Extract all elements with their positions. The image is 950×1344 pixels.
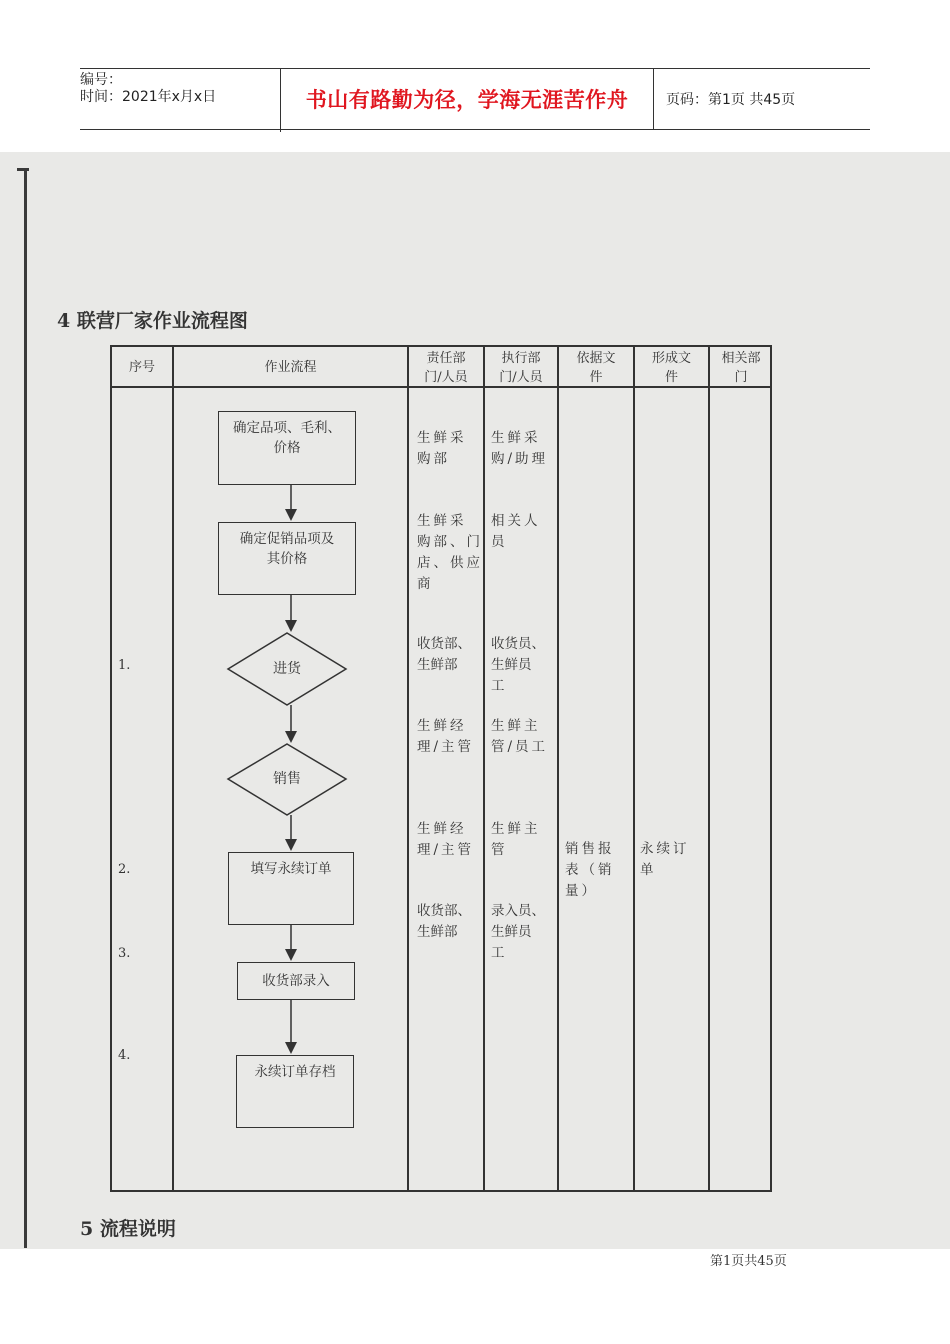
header-page-info: 页码：第1页 共45页 [666,92,796,108]
step-sales-label: 销售 [273,771,301,787]
footer-page-info: 第1页共45页 [710,1254,787,1269]
exec-cell: 生鲜采 购/助理 [491,430,549,467]
step-fill-order: 填写永续订单 [228,852,354,925]
exec-cell: 相关人 员 [491,513,541,550]
section5-title: 5 流程说明 [80,1218,176,1240]
seq-number: 2. [118,862,131,877]
th-resp: 责任部 门/人员 [424,351,468,385]
resp-cell: 生鲜经 理/主管 [417,821,475,858]
step-receiving-entry: 收货部录入 [237,962,355,1000]
resp-cell: 生鲜采 购部 [417,430,467,467]
step-confirm-promotion: 确定促销品项及 其价格 [218,522,356,595]
seq-number: 3. [118,946,131,961]
th-exec: 执行部 门/人员 [499,351,543,385]
resp-cell: 收货部、 生鲜部 [417,903,471,940]
serial-label: 编号： [80,72,122,88]
basis-cell: 销售报 表（销 量） [565,841,615,899]
resp-cell: 收货部、 生鲜部 [417,636,471,673]
seq-number: 4. [118,1048,131,1063]
time-line: 时间：2021年x月x日 [80,89,217,105]
resp-cell: 生鲜经 理/主管 [417,718,475,755]
step-confirm-items: 确定品项、毛利、 价格 [218,411,356,485]
seq-number: 1. [118,658,131,673]
th-basis: 依据文 件 [576,351,616,385]
exec-cell: 生鲜主 管/员工 [491,718,549,755]
th-seq: 序号 [128,360,155,375]
th-related: 相关部 门 [721,351,761,385]
step-receive-label: 进货 [273,661,301,677]
exec-cell: 录入员、 生鲜员 工 [491,903,545,961]
th-output: 形成文 件 [651,351,691,385]
header-motto: 书山有路勤为径，学海无涯苦作舟 [281,69,654,129]
resp-cell: 生鲜采 购部、门 店、供应 商 [417,513,483,592]
th-flow: 作业流程 [264,360,317,375]
exec-cell: 生鲜主 管 [491,821,541,858]
section4-title: 4 联营厂家作业流程图 [57,310,248,332]
exec-cell: 收货员、 生鲜员 工 [491,636,545,694]
step-archive-order: 永续订单存档 [236,1055,354,1128]
output-cell: 永续订 单 [640,841,690,878]
